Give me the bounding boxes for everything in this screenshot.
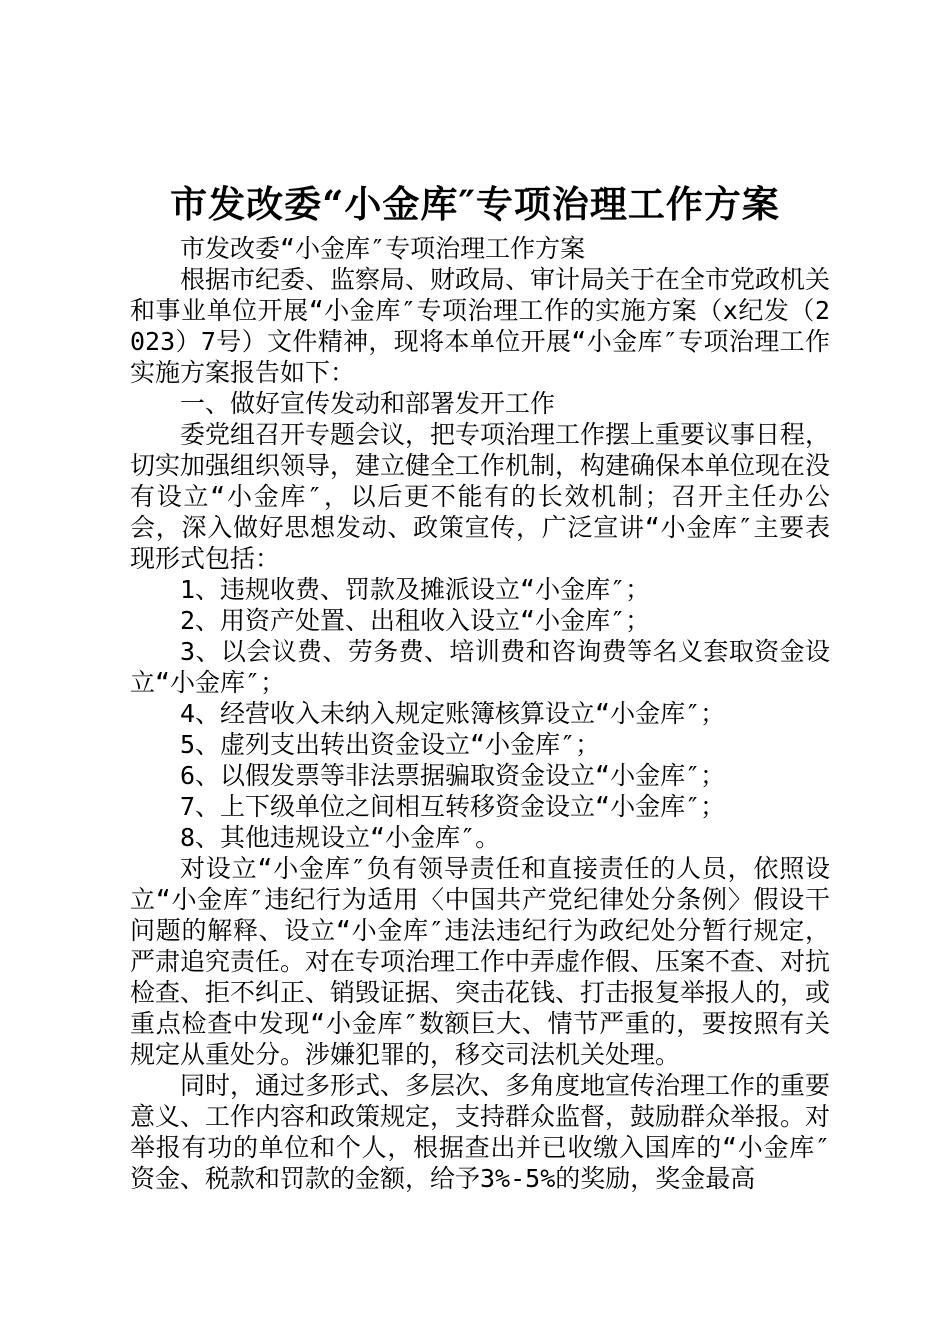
paragraph-intro: 根据市纪委、监察局、财政局、审计局关于在全市党政机关和事业单位开展“小金库″专项治理工作的实施方案（x纪发（2023）7号）文件精神，现将本单位开展“小金库″专项治理工作实施方案报告如下： — [130, 265, 831, 387]
document-body — [130, 233, 830, 1194]
list-item: 4、经营收入未纳入规定账簿核算设立“小金库″； — [180, 699, 726, 728]
paragraph: 对设立“小金库″负有领导责任和直接责任的人员，依照设立“小金库″违纪行为适用〈中国共产党纪律处分条例〉假设干问题的解释、设立“小金库″违法违纪行为政纪处分暂行规定，严肃追究责任。对在专项治理工作中弄虚作假、压案不查、对抗检查、拒不纠正、销毁证据、突击花钱、打击报复举报人的，或重点检查中发现“小金库″数额巨大、情节严重的，要按照有关规定从重处分。涉嫌犯罪的，移交司法机关处理。 — [130, 854, 831, 1069]
paragraph: 同时，通过多形式、多层次、多角度地宣传治理工作的重要意义、工作内容和政策规定，支持群众监督，鼓励群众举报。对举报有功的单位和个人，根据查出并已收缴入国库的“小金库″资金、税款和罚款的金额，给予3%-5%的奖励，奖金最高 — [130, 1071, 831, 1193]
paragraph: 委党组召开专题会议，把专项治理工作摆上重要议事日程，切实加强组织领导，建立健全工作机制，构建确保本单位现在没有设立“小金库″，以后更不能有的长效机制；召开主任办公会，深入做好思想发动、政策宣传，广泛宣讲“小金库″主要表现形式包括： — [130, 420, 831, 573]
list-item: 2、用资产处置、出租收入设立“小金库″； — [180, 606, 651, 635]
list-item: 7、上下级单位之间相互转移资金设立“小金库″； — [180, 792, 726, 821]
list-item: 5、虚列支出转出资金设立“小金库″； — [180, 730, 601, 759]
list-item: 8、其他违规设立“小金库″。 — [180, 823, 501, 852]
list-item: 3、以会议费、劳务费、培训费和咨询费等名义套取资金设立“小金库″； — [130, 637, 830, 697]
document-title: 市发改委“小金库″专项治理工作方案 — [170, 182, 780, 226]
list-item: 1、违规收费、罚款及摊派设立“小金库″； — [180, 575, 651, 604]
section-heading-1: 一、做好宣传发动和部署发开工作 — [180, 389, 556, 418]
list-item: 6、以假发票等非法票据骗取资金设立“小金库″； — [180, 761, 726, 790]
paragraph-subtitle: 市发改委“小金库″专项治理工作方案 — [180, 234, 586, 263]
